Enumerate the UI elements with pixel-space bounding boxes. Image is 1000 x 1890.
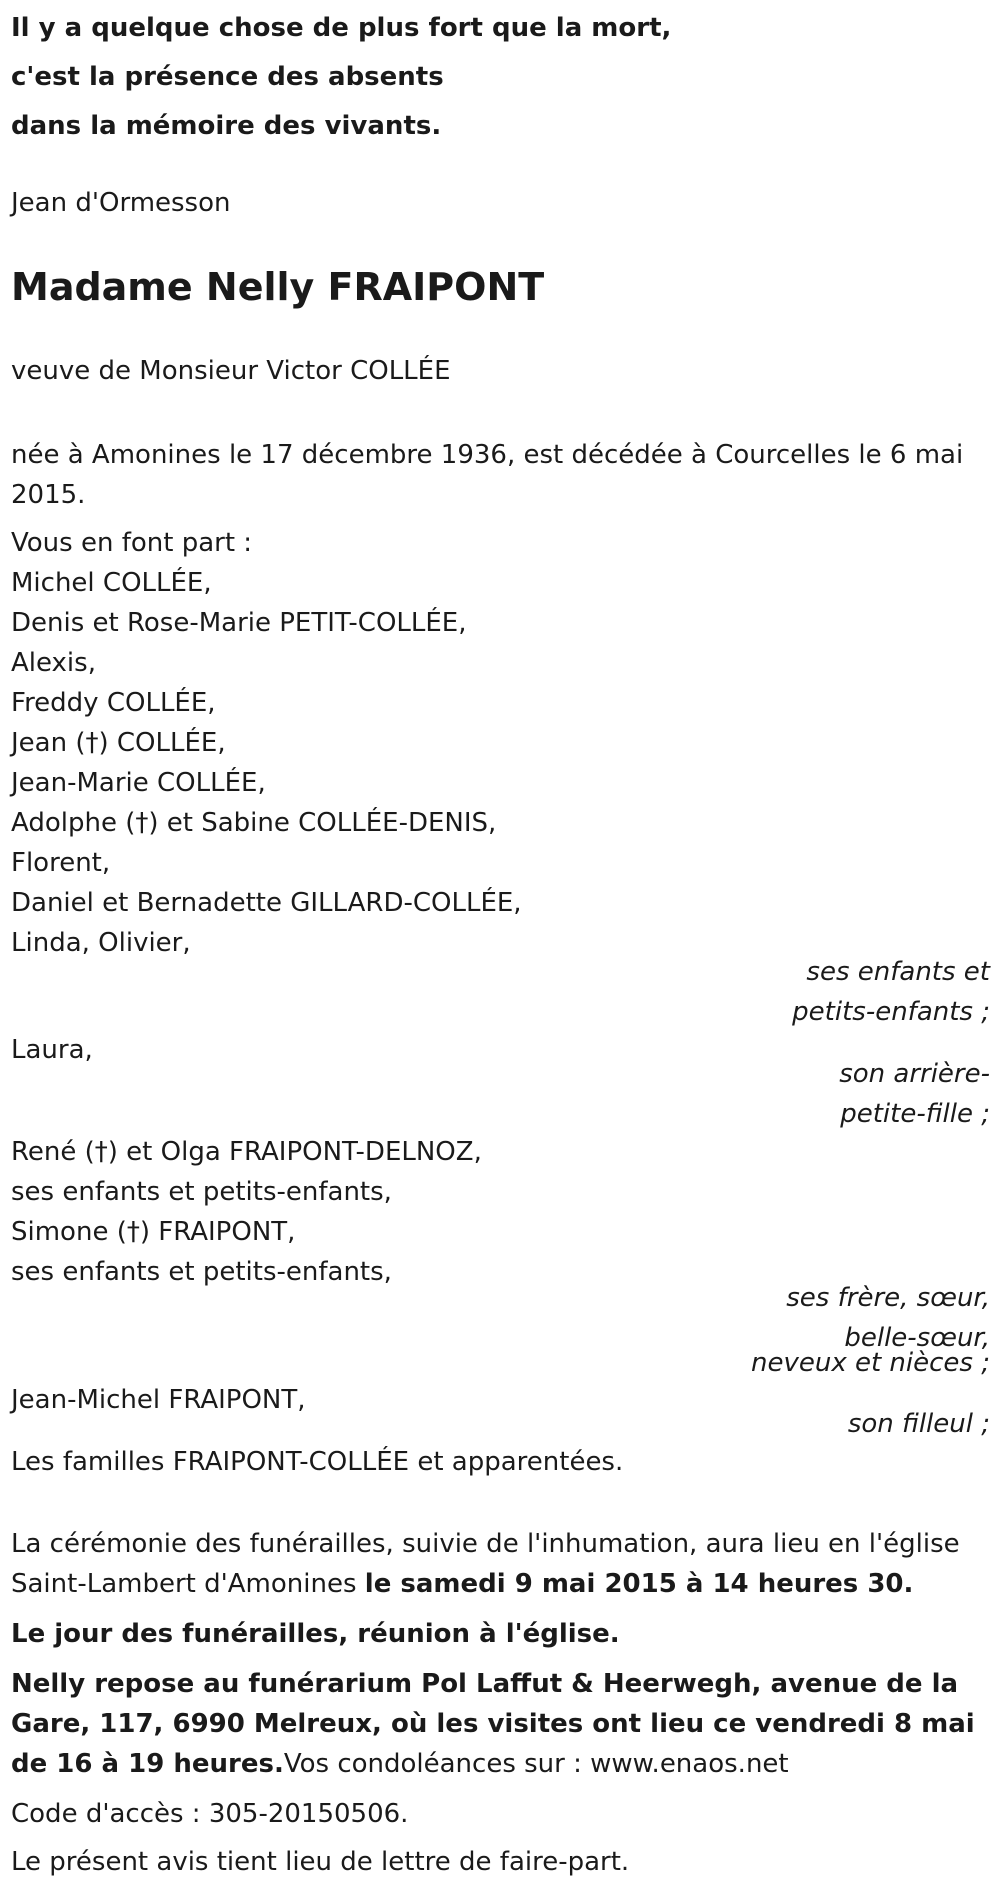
condolences-text: Vos condoléances sur : www.enaos.net (283, 1749, 789, 1779)
deceased-name: Madame Nelly FRAIPONT (11, 265, 545, 309)
list-item: Michel COLLÉE, (11, 568, 212, 598)
children-relation (792, 952, 990, 1032)
list-item: ses enfants et petits-enfants, (11, 1257, 392, 1287)
list-item: Daniel et Bernadette GILLARD-COLLÉE, (11, 888, 522, 918)
ceremony-paragraph (11, 1524, 996, 1604)
list-item: Denis et Rose-Marie PETIT-COLLÉE, (11, 608, 467, 638)
visits-info: Nelly repose au funérarium Pol Laffut & Heerwegh, avenue de la Gare, 117, 6990 Melreux, où les visites ont lieu ce vendredi 8 mai de 16 à 19 heures. (11, 1669, 975, 1779)
relation-line: son filleul ; (847, 1409, 990, 1439)
list-item: Jean (†) COLLÉE, (11, 728, 226, 758)
list-item: Adolphe (†) et Sabine COLLÉE-DENIS, (11, 808, 497, 838)
quote-line: Il y a quelque chose de plus fort que la mort, (11, 13, 672, 43)
great-grandchild-relation (839, 1054, 990, 1134)
relation-line: neveux et nièces ; (750, 1348, 990, 1378)
access-code: Code d'accès : 305-20150506. (11, 1799, 409, 1829)
relation-line: belle-sœur, (844, 1323, 990, 1353)
quote-line: c'est la présence des absents (11, 62, 444, 92)
list-item: Jean-Marie COLLÉE, (11, 768, 266, 798)
relation-line: son arrière- (839, 1059, 990, 1089)
relation-line: ses enfants et (806, 957, 990, 987)
quote-line: dans la mémoire des vivants. (11, 111, 442, 141)
list-item: Alexis, (11, 648, 96, 678)
list-item: Florent, (11, 848, 111, 878)
quote-block (11, 4, 911, 151)
godson: Jean-Michel FRAIPONT, (11, 1385, 306, 1415)
visits-paragraph (11, 1664, 996, 1784)
godson-relation (848, 1404, 990, 1444)
list-item: Freddy COLLÉE, (11, 688, 216, 718)
relation-line: petits-enfants ; (792, 997, 990, 1027)
ceremony-date: le samedi 9 mai 2015 à 14 heures 30. (364, 1569, 914, 1599)
list-item: René (†) et Olga FRAIPONT-DELNOZ, (11, 1137, 482, 1167)
list-item: Linda, Olivier, (11, 928, 191, 958)
widow-of: veuve de Monsieur Victor COLLÉE (11, 356, 451, 386)
list-item: ses enfants et petits-enfants, (11, 1177, 392, 1207)
quote-author: Jean d'Ormesson (11, 188, 231, 218)
meeting-line: Le jour des funérailles, réunion à l'église. (11, 1619, 620, 1649)
children-list (11, 563, 991, 963)
ceremony-text: La cérémonie des funérailles, suivie de l'inhumation, aura lieu en l'église Saint-Lambert d'Amonines (11, 1529, 960, 1599)
relation-line: ses frère, sœur, (786, 1283, 990, 1313)
relation-line: petite-fille ; (840, 1099, 990, 1129)
birth-death-info: née à Amonines le 17 décembre 1936, est décédée à Courcelles le 6 mai 2015. (11, 440, 964, 510)
closing-line: Le présent avis tient lieu de lettre de faire-part. (11, 1847, 630, 1877)
great-grandchild: Laura, (11, 1035, 93, 1065)
siblings-list (11, 1132, 991, 1292)
families-line: Les familles FRAIPONT-COLLÉE et apparentées. (11, 1447, 624, 1477)
announce-line: Vous en font part : (11, 528, 253, 558)
siblings-relation (751, 1278, 990, 1376)
list-item: Simone (†) FRAIPONT, (11, 1217, 296, 1247)
